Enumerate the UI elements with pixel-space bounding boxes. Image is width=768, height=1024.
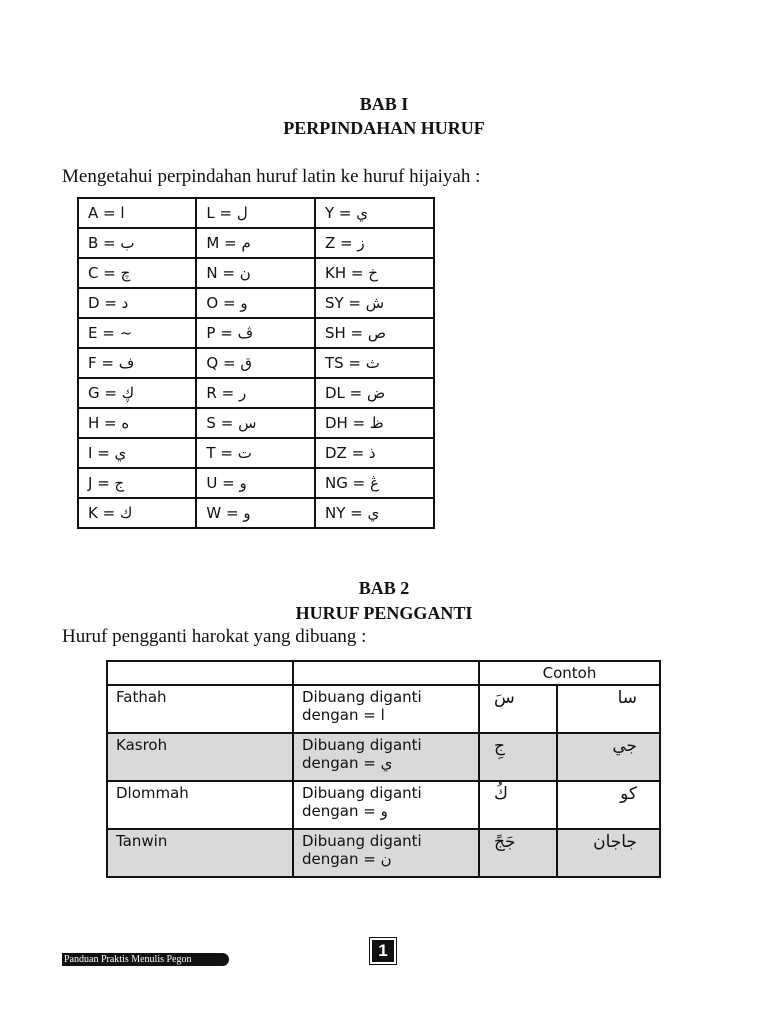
bab1-subtitle: PERPINDAHAN HURUF — [283, 118, 485, 138]
table-row — [78, 258, 434, 288]
table-cell: M = م — [196, 228, 315, 258]
description-line: dengan = و — [302, 802, 388, 820]
table-row — [78, 198, 434, 228]
harokat-description — [293, 733, 479, 781]
table-cell: E = ~ — [78, 318, 196, 348]
table-row — [78, 348, 434, 378]
description-line: Dibuang diganti — [302, 832, 422, 850]
table-row — [78, 438, 434, 468]
table-row — [107, 733, 660, 781]
table-row — [78, 498, 434, 528]
description-line: Dibuang diganti — [302, 736, 422, 754]
header-cell-empty — [293, 661, 479, 685]
table-cell: DH = ظ — [315, 408, 434, 438]
table-cell: I = ي — [78, 438, 196, 468]
table-cell: DL = ض — [315, 378, 434, 408]
table-row — [78, 288, 434, 318]
table-row — [78, 408, 434, 438]
table-cell: DZ = ذ — [315, 438, 434, 468]
contoh-header: Contoh — [479, 661, 660, 685]
description-line: dengan = ا — [302, 706, 385, 724]
table-cell: NY = ي — [315, 498, 434, 528]
table-row — [78, 228, 434, 258]
example-harokat: كُ — [479, 781, 557, 829]
table-row — [107, 685, 660, 733]
harokat-description — [293, 781, 479, 829]
bab2-title: BAB 2 — [358, 578, 410, 598]
table-cell: H = ه — [78, 408, 196, 438]
table-row — [107, 829, 660, 877]
table-cell: U = و — [196, 468, 315, 498]
example-harokat: سَ — [479, 685, 557, 733]
harokat-name: Fathah — [107, 685, 293, 733]
bab1-intro: Mengetahui perpindahan huruf latin ke huruf hijaiyah : — [62, 166, 481, 187]
table-cell: G = ڮ — [78, 378, 196, 408]
harokat-name: Tanwin — [107, 829, 293, 877]
table-cell: R = ر — [196, 378, 315, 408]
table-cell: O = و — [196, 288, 315, 318]
table-cell: SY = ش — [315, 288, 434, 318]
table-cell: Y = ي — [315, 198, 434, 228]
table-cell: C = چ — [78, 258, 196, 288]
table-cell: J = ج — [78, 468, 196, 498]
description-line: Dibuang diganti — [302, 784, 422, 802]
table-cell: B = ب — [78, 228, 196, 258]
harokat-name: Kasroh — [107, 733, 293, 781]
harokat-description — [293, 829, 479, 877]
table-cell: K = ك — [78, 498, 196, 528]
table-cell: F = ف — [78, 348, 196, 378]
table-row — [78, 378, 434, 408]
table-cell: L = ل — [196, 198, 315, 228]
table-row — [107, 781, 660, 829]
table-cell: TS = ث — [315, 348, 434, 378]
letter-conversion-table — [77, 197, 435, 529]
table-cell: D = د — [78, 288, 196, 318]
harokat-description — [293, 685, 479, 733]
table-header-row — [107, 661, 660, 685]
example-pegon: جاجان — [557, 829, 660, 877]
example-harokat: جَجً — [479, 829, 557, 877]
page-number: 1 — [372, 940, 394, 962]
bab2-subtitle: HURUF PENGGANTI — [295, 603, 473, 623]
example-pegon: سا — [557, 685, 660, 733]
example-pegon: جي — [557, 733, 660, 781]
table-cell: S = س — [196, 408, 315, 438]
table-cell: Z = ز — [315, 228, 434, 258]
description-line: dengan = ي — [302, 754, 393, 772]
table-cell: A = ا — [78, 198, 196, 228]
harokat-replacement-table — [106, 660, 661, 878]
header-cell-empty — [107, 661, 293, 685]
table-row — [78, 318, 434, 348]
table-cell: KH = خ — [315, 258, 434, 288]
table-cell: P = ڤ — [196, 318, 315, 348]
table-cell: T = ت — [196, 438, 315, 468]
bab2-intro: Huruf pengganti harokat yang dibuang : — [62, 626, 367, 647]
table-cell: NG = ڠ — [315, 468, 434, 498]
example-harokat: جِ — [479, 733, 557, 781]
footer-book-title: Panduan Praktis Menulis Pegon — [64, 954, 192, 965]
example-pegon: كو — [557, 781, 660, 829]
page-number-badge — [369, 937, 397, 965]
table-row — [78, 468, 434, 498]
table-cell: N = ن — [196, 258, 315, 288]
table-cell: Q = ق — [196, 348, 315, 378]
bab1-title: BAB I — [359, 94, 409, 114]
table-cell: SH = ص — [315, 318, 434, 348]
description-line: dengan = ن — [302, 850, 392, 868]
description-line: Dibuang diganti — [302, 688, 422, 706]
table-cell: W = و — [196, 498, 315, 528]
harokat-name: Dlommah — [107, 781, 293, 829]
